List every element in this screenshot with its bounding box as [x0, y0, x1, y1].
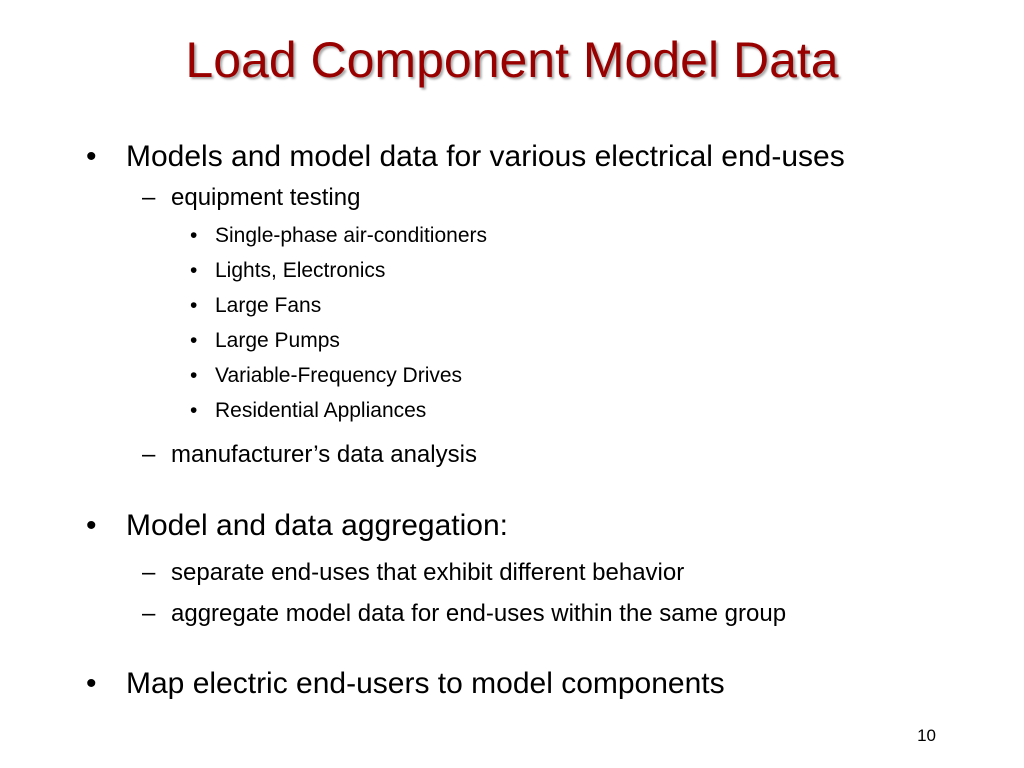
bullet-models [86, 140, 845, 174]
list-item [190, 258, 386, 283]
bullet-text: Models and model data for various electrical end-uses [126, 140, 845, 173]
bullet-marker: • [86, 140, 97, 173]
subbullet-separate-end-uses [142, 559, 685, 587]
bullet-map-end-users [86, 667, 725, 701]
dash-marker: – [142, 600, 156, 627]
list-item-text: Variable-Frequency Drives [215, 364, 463, 387]
bullet-aggregation [86, 509, 508, 543]
bullet-marker: • [190, 329, 198, 352]
subbullet-text: separate end-uses that exhibit different behavior [171, 559, 685, 586]
subbullet-equipment-testing [142, 184, 361, 212]
bullet-marker: • [86, 509, 97, 542]
subbullet-text: manufacturer’s data analysis [171, 441, 477, 468]
bullet-marker: • [190, 399, 198, 422]
list-item-text: Single-phase air-conditioners [215, 224, 487, 247]
page-number: 10 [917, 726, 936, 745]
dash-marker: – [142, 441, 156, 468]
slide-title: Load Component Model Data [185, 32, 839, 88]
bullet-marker: • [190, 294, 198, 317]
bullet-text: Map electric end-users to model components [126, 667, 725, 700]
list-item [190, 398, 427, 423]
list-item-text: Large Pumps [215, 329, 340, 352]
list-item [190, 223, 487, 248]
subbullet-text: equipment testing [171, 184, 361, 211]
list-item-text: Lights, Electronics [215, 259, 386, 282]
list-item-text: Residential Appliances [215, 399, 427, 422]
dash-marker: – [142, 559, 156, 586]
bullet-marker: • [86, 667, 97, 700]
list-item [190, 293, 322, 318]
subbullet-manufacturer-data [142, 441, 477, 469]
list-item [190, 363, 463, 388]
dash-marker: – [142, 184, 156, 211]
subbullet-aggregate-model-data [142, 600, 787, 628]
bullet-text: Model and data aggregation: [126, 509, 508, 542]
bullet-marker: • [190, 224, 198, 247]
list-item-text: Large Fans [215, 294, 322, 317]
bullet-marker: • [190, 259, 198, 282]
bullet-marker: • [190, 364, 198, 387]
subbullet-text: aggregate model data for end-uses within the same group [171, 600, 787, 627]
list-item [190, 328, 340, 353]
